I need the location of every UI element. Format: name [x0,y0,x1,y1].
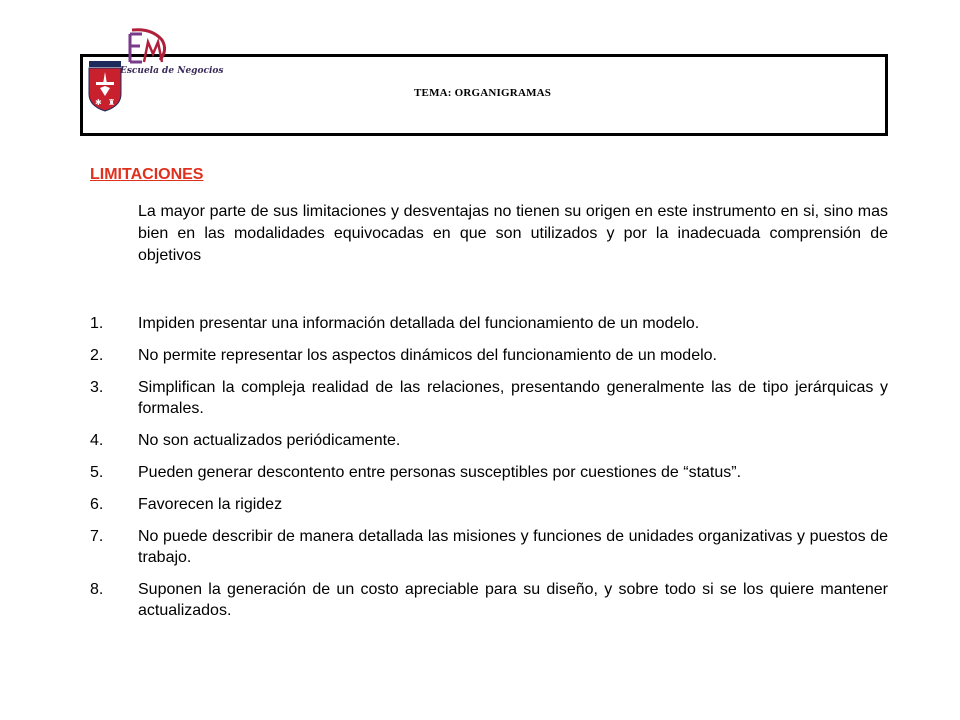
svg-text:♜: ♜ [108,98,116,107]
item-text: No permite representar los aspectos dinámicos del funcionamiento de un modelo. [138,347,717,364]
item-number: 3. [90,379,104,396]
item-number: 8. [90,581,104,598]
limitations-list [90,313,888,632]
item-text: No puede describir de manera detallada las misiones y funciones de unidades organizativas y puestos de trabajo. [138,528,888,566]
item-number: 6. [90,496,104,513]
list-item [90,430,888,451]
item-number: 2. [90,347,104,364]
item-text: Impiden presentar una información detallada del funcionamiento de un modelo. [138,315,700,332]
item-number: 5. [90,464,104,481]
topic-title: TEMA: ORGANIGRAMAS [414,87,552,99]
list-item [90,494,888,515]
item-text: Pueden generar descontento entre personas susceptibles por cuestiones de “status”. [138,464,742,481]
list-item [90,345,888,366]
item-text: Suponen la generación de un costo apreciable para su diseño, y sobre todo si se los quiere mantener actualizados. [138,581,888,619]
list-item [90,579,888,621]
item-text: Favorecen la rigidez [138,496,283,513]
intro-paragraph: La mayor parte de sus limitaciones y desventajas no tienen su origen en este instrumento en si, sino mas bien en las modalidades equivocadas en que son utilizados y por la inadecuada comprensión de objetivos [138,203,888,264]
item-text: Simplifican la compleja realidad de las relaciones, presentando generalmente las de tipo jerárquicas y formales. [138,379,888,417]
logo-script-text: Escuela de Negocios [120,66,224,76]
monogram-logo [122,26,172,70]
item-number: 4. [90,432,104,449]
list-item [90,377,888,419]
section-title: LIMITACIONES [90,166,204,183]
item-text: No son actualizados periódicamente. [138,432,401,449]
item-number: 1. [90,315,104,332]
svg-text:✱: ✱ [95,98,102,107]
list-item [90,526,888,568]
list-item [90,313,888,334]
item-number: 7. [90,528,104,545]
school-shield-logo [88,60,122,112]
list-item [90,462,888,483]
